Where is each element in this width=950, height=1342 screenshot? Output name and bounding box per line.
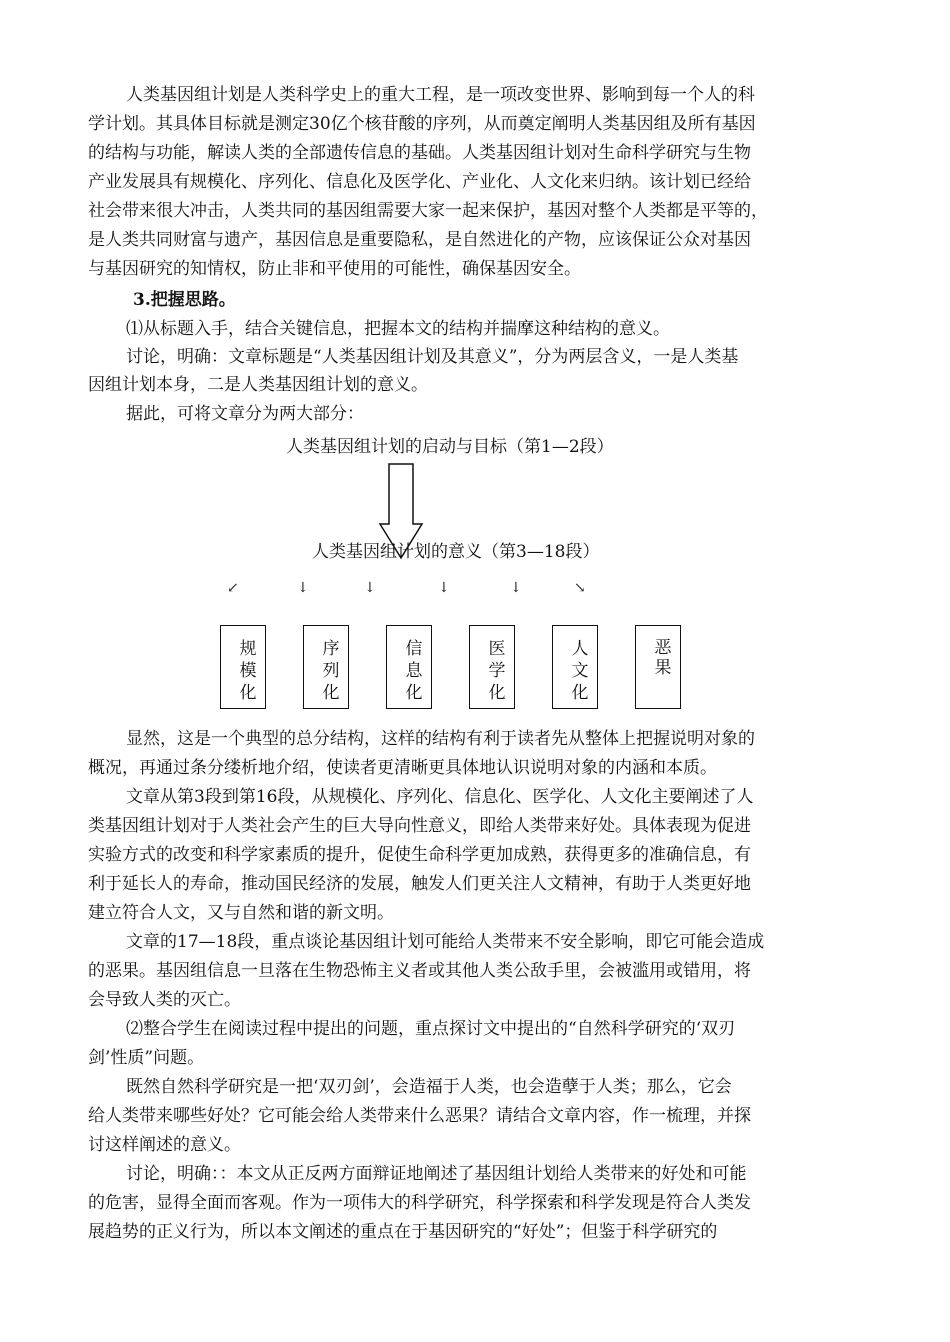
category-box-label: 人文化 [571,639,589,703]
category-box-label: 恶 果 [654,638,672,678]
category-box-label: 规模化 [239,639,257,703]
paragraph-line: 利于延长人的寿命，推动国民经济的发展，触发人们更关注人文精神，有助于人类更好地 [88,874,751,894]
paragraph-line: 建立符合人文，又与自然和谐的新文明。 [88,903,394,923]
category-box [303,625,349,709]
category-box [552,625,598,709]
branch-arrow-icon: ↓ [510,580,522,596]
category-box [635,625,681,709]
category-box-label: 信息化 [405,639,423,703]
paragraph-line: 是人类共同财富与遗产，基因信息是重要隐私，是自然进化的产物，应该保证公众对基因 [88,230,751,250]
paragraph-line: 讨论，明确：：本文从正反两方面辩证地阐述了基因组计划给人类带来的好处和可能 [126,1164,747,1184]
paragraph-line: 人类基因组计划是人类科学史上的重大工程，是一项改变世界、影响到每一个人的科 [126,85,755,105]
paragraph-line: 概况，再通过条分缕析地介绍，使读者更清晰更具体地认识说明对象的内涵和本质。 [88,758,717,778]
paragraph-line: 的恶果。基因组信息一旦落在生物恐怖主义者或其他人类公敌手里，会被滥用或错用，将 [88,961,751,981]
paragraph-line: 社会带来很大冲击，人类共同的基因组需要大家一起来保护，基因对整个人类都是平等的， [88,201,768,221]
discussion-line: 讨论，明确：文章标题是“人类基因组计划及其意义”，分为两层含义，一是人类基 [126,347,739,367]
branch-arrow-icon: ↓ [364,580,376,596]
branch-arrow-icon: ↙ [227,580,239,596]
category-box [220,625,266,709]
paragraph-line: 会导致人类的灭亡。 [88,990,241,1010]
paragraph-line: 与基因研究的知情权，防止非和平使用的可能性，确保基因安全。 [88,259,581,279]
paragraph-line: 显然，这是一个典型的总分结构，这样的结构有利于读者先从整体上把握说明对象的 [126,729,755,749]
paragraph-line: 文章的17—18段，重点谈论基因组计划可能给人类带来不安全影响，即它可能会造成 [126,932,765,952]
category-box [469,625,515,709]
paragraph-line: 的结构与功能，解读人类的全部遗传信息的基础。人类基因组计划对生命科学研究与生物 [88,143,751,163]
section-heading: 3.把握思路。 [133,290,236,310]
discussion-line: 因组计划本身，二是人类基因组计划的意义。 [88,375,428,395]
paragraph-line: 剑’性质”问题。 [88,1048,205,1068]
paragraph-line: 实验方式的改变和科学家素质的提升，促使生命科学更加成熟，获得更多的准确信息，有 [88,845,751,865]
point-1: ⑴从标题入手，结合关键信息，把握本文的结构并揣摩这种结构的意义。 [126,319,670,339]
accordingly-line: 据此，可将文章分为两大部分： [126,404,364,424]
category-box-label: 医学化 [488,639,506,703]
branch-arrow-icon: ↓ [297,580,309,596]
branch-arrow-icon: ↓ [438,580,450,596]
diagram-top-label: 人类基因组计划的启动与目标（第1—2段） [286,437,614,457]
branch-arrow-icon: ↘ [574,580,586,596]
paragraph-line: 的危害，显得全面而客观。作为一项伟大的科学研究，科学探索和科学发现是符合人类发 [88,1193,751,1213]
paragraph-line: 文章从第3段到第16段，从规模化、序列化、信息化、医学化、人文化主要阐述了人 [126,787,754,807]
paragraph-line: 展趋势的正义行为，所以本文阐述的重点在于基因研究的“好处”；但鉴于科学研究的 [88,1222,718,1242]
paragraph-line: 给人类带来哪些好处？它可能会给人类带来什么恶果？请结合文章内容，作一梳理，并探 [88,1106,751,1126]
paragraph-line: 产业发展具有规模化、序列化、信息化及医学化、产业化、人文化来归纳。该计划已经给 [88,172,751,192]
paragraph-line: 讨这样阐述的意义。 [88,1135,241,1155]
paragraph-line: 既然自然科学研究是一把‘双刃剑’，会造福于人类，也会造孽于人类；那么，它会 [126,1077,732,1097]
category-box-label: 序列化 [322,639,340,703]
point-2: ⑵整合学生在阅读过程中提出的问题，重点探讨文中提出的“自然科学研究的‘双刃 [126,1019,736,1039]
diagram-middle-label: 人类基因组计划的意义（第3—18段） [312,542,600,562]
paragraph-line: 学计划。其具体目标就是测定30亿个核苷酸的序列，从而奠定阐明人类基因组及所有基因 [88,114,756,134]
paragraph-line: 类基因组计划对于人类社会产生的巨大导向性意义，即给人类带来好处。具体表现为促进 [88,816,751,836]
category-box [386,625,432,709]
